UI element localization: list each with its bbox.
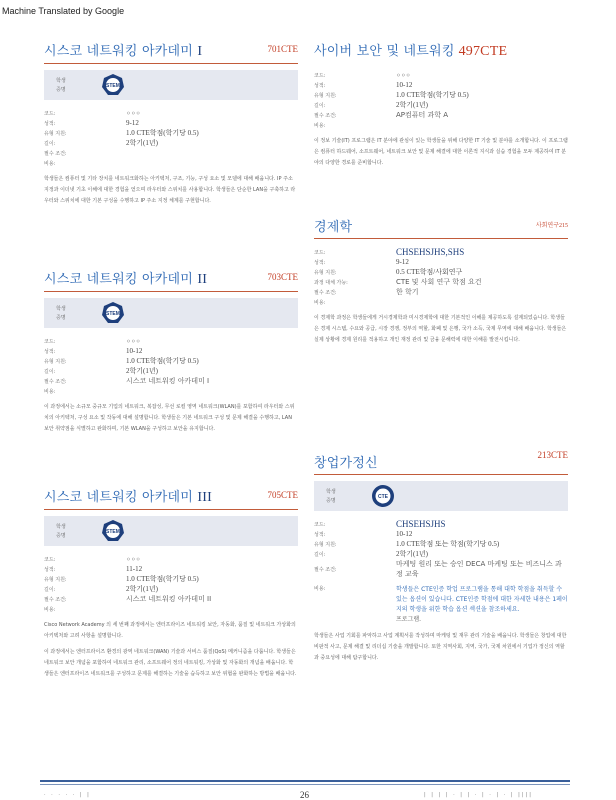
description-paragraph: 학생들은 사업 기회를 파악하고 사업 계획서를 작성하며 마케팅 및 재무 관리 기술을 배웁니다. 학생들은 창업에 대한 비판적 사고, 문제 해결 및 리더십 기술을 개발합니다. 또한 지역사회, 지역, 국가, 국제 차원에서 기업가 정신의 역할과 중요성에 대해 탐구합니다. (314, 633, 567, 661)
meta-key: 과정 대체 가능: (314, 279, 348, 286)
meta-row (314, 267, 482, 277)
meta-value: 2학기(1년) (126, 139, 158, 147)
meta-value: 11-12 (126, 565, 143, 573)
title-rule (314, 238, 568, 239)
meta-row (314, 100, 469, 110)
meta-key: 비용: (314, 299, 326, 306)
meta-key: 비용: (44, 388, 56, 395)
meta-key: 유형 지원: (44, 130, 67, 137)
meta-row (44, 158, 199, 168)
meta-row (314, 539, 568, 549)
stem-badge-icon (101, 519, 125, 543)
meta-value: CTE 및 사회 연구 학점 요건 (396, 278, 482, 286)
course-title: 시스코 네트워킹 아카데미 I (44, 44, 203, 59)
svg-text:STEM: STEM (106, 83, 120, 89)
meta-value: 9-12 (396, 258, 409, 266)
meta-row (314, 519, 568, 529)
meta-row (44, 564, 211, 574)
meta-key: 필수 조건: (314, 112, 337, 119)
description-paragraph: 이 과정에서는 소규모 중규모 기업의 네트워크, 복잡성, 무선 로컬 영역 네트워크(WLAN)를 포함하여 라우터와 스위치의 아키텍처, 구성 요소 및 작동에 대해 설명합니다. 학생들은 기본 네트워크 구성 및 문제 해결을 수행하고, LAN 보안 취약점을 식별하고 완화하며, 기본 WLAN을 구성하고 보안을 유지합니다. (44, 404, 295, 432)
course-description (314, 136, 568, 169)
meta-row (44, 108, 199, 118)
meta-key: 필수 조건: (314, 289, 337, 296)
meta-key: 유형 지원: (314, 541, 337, 548)
cte-badge-icon (371, 484, 395, 508)
meta-key: 유형 지원: (314, 269, 337, 276)
course-meta-table (44, 336, 209, 396)
meta-row (314, 80, 469, 90)
course-title: 시스코 네트워킹 아카데미 II (44, 272, 208, 287)
meta-key: 성적: (314, 259, 326, 266)
meta-value: 2학기(1년) (126, 367, 158, 375)
course-description (44, 620, 298, 680)
meta-key: 비용: (314, 122, 326, 129)
meta-key: 유형 지원: (314, 92, 337, 99)
meta-row (44, 574, 211, 584)
meta-key: 유형 지원: (44, 358, 67, 365)
course-meta-table (314, 70, 469, 130)
meta-value: 1.0 CTE학점 또는 학점(학기당 0.5) (396, 540, 500, 548)
meta-row (314, 110, 469, 120)
band-label: 학생 (56, 306, 66, 312)
course-497cte (314, 40, 568, 174)
title-rule (44, 509, 298, 510)
meta-key: 필수 조건: (44, 150, 67, 157)
meta-row (314, 120, 469, 130)
course-cost-table (314, 585, 568, 625)
meta-value: 1.0 CTE학점(학기당 0.5) (396, 91, 469, 99)
course-title: 시스코 네트워킹 아카데미 III (44, 490, 212, 505)
band-label: 학생 (56, 78, 66, 84)
meta-key: 코드: (314, 521, 326, 528)
title-rule (44, 63, 298, 64)
meta-value: ㅇㅇㅇ (126, 338, 141, 345)
footer-right-text: | | | | · | | · | · | · | |||| (424, 792, 533, 798)
meta-row (314, 277, 482, 287)
meta-row (44, 128, 199, 138)
meta-value: 2학기(1년) (396, 101, 428, 109)
meta-key: 코드: (44, 556, 56, 563)
meta-row (44, 554, 211, 564)
meta-key: 성적: (44, 120, 56, 127)
course-code: 705CTE (267, 490, 298, 500)
meta-row (314, 529, 568, 539)
meta-value (126, 386, 209, 396)
course-title: 경제학 (314, 220, 353, 235)
meta-value: 시스코 네트워킹 아카데미 I (126, 377, 210, 385)
course-code: 703CTE (267, 272, 298, 282)
meta-value: ㅇㅇㅇ (126, 556, 141, 563)
meta-key: 길이: (314, 102, 326, 109)
meta-row (314, 257, 482, 267)
meta-row (314, 70, 469, 80)
footer-rule (40, 780, 570, 782)
meta-row (44, 386, 209, 396)
meta-row (44, 346, 209, 356)
meta-row (44, 366, 209, 376)
band-label: 학생 (56, 524, 66, 530)
description-paragraph: 이 과정에서는 엔터프라이즈 환경의 광역 네트워크(WAN) 기술과 서비스 품질(QoS) 메커니즘을 다룹니다. 학생들은 네트워크 보안 개념을 포함하여 네트워크 관리, 소프트웨어 정의 네트워킹, 가상화 및 자동화의 개념을 배웁니다. 학생들은 엔터프라이즈 네트워크를 구성하고 문제를 해결하는 기술을 습득하고 보안 위협을 완화하는 방법을 배웁니다. (44, 649, 297, 677)
meta-key: 길이: (44, 368, 56, 375)
course-title: 사이버 보안 및 네트워킹 497CTE (314, 44, 508, 59)
band-label: 증명 (326, 498, 336, 504)
course-213cte (314, 452, 568, 669)
description-paragraph: 학생들은 컴퓨터 및 기타 장치를 네트워크화하는 아키텍처, 구조, 기능, 구성 요소 및 모델에 대해 배웁니다. IP 주소 지정과 이더넷 기초 이해에 대한 경험을 얻으며 라우터와 스위치를 사용합니다. 학생들은 단순한 LAN을 구축하고 라우터와 스위치에 대한 기본 구성을 수행하고 IP 주소 지정 체계를 구현합니다. (44, 176, 296, 204)
course-description (44, 402, 298, 435)
meta-row (44, 356, 209, 366)
meta-value: 2학기(1년) (126, 585, 158, 593)
meta-row (44, 138, 199, 148)
meta-value: 1.0 CTE학점(학기당 0.5) (126, 575, 199, 583)
meta-value (126, 158, 199, 168)
meta-key: 코드: (44, 338, 56, 345)
certification-band (314, 481, 568, 511)
machine-translation-banner: Machine Translated by Google (2, 6, 125, 16)
meta-row (44, 336, 209, 346)
meta-value (126, 604, 211, 614)
band-label: 증명 (56, 315, 66, 321)
course-code: 213CTE (537, 450, 568, 460)
meta-value: CHSEHSJHS (396, 519, 446, 529)
meta-row (314, 287, 482, 297)
meta-row (314, 90, 469, 100)
band-label: 증명 (56, 87, 66, 93)
meta-key: 성적: (44, 566, 56, 573)
course-703cte (44, 268, 298, 440)
meta-key: 비용: (314, 586, 326, 592)
course-code: 사회연구215 (535, 223, 568, 229)
meta-value: ㅇㅇㅇ (396, 72, 411, 79)
meta-key: 코드: (44, 110, 56, 117)
description-paragraph: 이 정보 기술(IT) 프로그램은 IT 분야에 관심이 있는 학생들을 위해 다양한 IT 기술 및 분야를 소개합니다. 이 프로그램은 컴퓨터 하드웨어, 소프트웨어, 네트워크 보안 및 문제 해결에 대한 이론적 지식과 실습 경험을 모두 제공하여 IT 분야의 다양한 경로를 준비합니다. (314, 138, 568, 166)
meta-key: 성적: (314, 82, 326, 89)
course-description (44, 174, 298, 207)
meta-key: 길이: (44, 140, 56, 147)
course-meta-table (44, 554, 211, 614)
meta-key: 비용: (44, 606, 56, 613)
meta-row (44, 118, 199, 128)
cost-text: 학생들은 CTE인증 학업 프로그램을 통해 대학 학점을 취득할 수 있는 옵션이 있습니다. CTE인증 학점에 대한 자세한 내용은 1페이지의 학생을 위한 학습 옵션 섹션을 참조하세요. 프로그램. (396, 586, 568, 623)
meta-key: 성적: (44, 348, 56, 355)
certification-band (44, 298, 298, 328)
course-meta-table (314, 519, 568, 579)
meta-value: 마케팅 원리 또는 승인 DECA 마케팅 또는 비즈니스 과정 교육 (396, 560, 562, 578)
meta-value (126, 148, 199, 158)
svg-text:STEM: STEM (106, 529, 120, 535)
meta-value: CHSEHSJHS,SHS (396, 247, 465, 257)
meta-value: 시스코 네트워킹 아카데미 II (126, 595, 212, 603)
description-paragraph: 이 경제학 과정은 학생들에게 거시경제학과 미시경제학에 대한 기본적인 이해를 제공하도록 설계되었습니다. 학생들은 경제 시스템, 수요와 공급, 시장 경쟁, 정부의 역할, 화폐 및 은행, 국가 소득, 국제 무역에 대해 배웁니다. 학생들은 실제 상황에 경제 원리를 적용하고 개인 재정 관리 및 금융 문해력에 대한 이해를 발전시킵니다. (314, 315, 567, 343)
meta-row (44, 584, 211, 594)
meta-value: 1.0 CTE학점(학기당 0.5) (126, 357, 199, 365)
meta-value: 10-12 (396, 81, 413, 89)
course-description (314, 313, 568, 346)
course-description (314, 631, 568, 664)
meta-value: 9-12 (126, 119, 139, 127)
description-paragraph: Cisco Network Academy 의 세 번째 과정에서는 엔터프라이즈 네트워킹 보안, 자동화, 품질 및 네트워크 가상화의 아키텍처와 고려 사항을 설명합니다. (44, 622, 296, 639)
meta-row (44, 594, 211, 604)
stem-badge-icon (101, 73, 125, 97)
meta-value: 2학기(1년) (396, 550, 428, 558)
meta-key: 필수 조건: (44, 596, 67, 603)
meta-row (314, 559, 568, 579)
course-economics (314, 216, 568, 351)
meta-row (44, 604, 211, 614)
band-label: 학생 (326, 489, 336, 495)
meta-key: 코드: (314, 249, 326, 256)
course-701cte (44, 40, 298, 212)
meta-value: 1.0 CTE학점(학기당 0.5) (126, 129, 199, 137)
band-label: 증명 (56, 533, 66, 539)
svg-text:STEM: STEM (106, 311, 120, 317)
meta-row (44, 376, 209, 386)
meta-value: 10-12 (396, 530, 413, 538)
meta-value: 10-12 (126, 347, 143, 355)
meta-value (396, 297, 482, 307)
meta-key: 길이: (314, 551, 326, 558)
meta-key: 코드: (314, 72, 326, 79)
meta-value: AP컴퓨터 과학 A (396, 111, 449, 119)
course-705cte (44, 486, 298, 685)
course-meta-table (44, 108, 199, 168)
course-meta-table (314, 247, 482, 307)
meta-value: 한 학기 (396, 288, 419, 296)
footer-left-text: · · · · · | | (44, 792, 91, 798)
meta-row (314, 549, 568, 559)
stem-badge-icon (101, 301, 125, 325)
footer-rule (40, 784, 570, 785)
meta-row (314, 247, 482, 257)
title-rule (314, 474, 568, 475)
meta-key: 필수 조건: (314, 566, 337, 573)
meta-key: 비용: (44, 160, 56, 167)
meta-key: 유형 지원: (44, 576, 67, 583)
title-rule (44, 291, 298, 292)
course-code: 701CTE (267, 44, 298, 54)
meta-value: ㅇㅇㅇ (126, 110, 141, 117)
certification-band (44, 70, 298, 100)
meta-key: 필수 조건: (44, 378, 67, 385)
meta-row (314, 297, 482, 307)
course-title: 창업가정신 (314, 456, 378, 471)
page-number: 26 (300, 790, 309, 800)
meta-key: 길이: (44, 586, 56, 593)
meta-key: 성적: (314, 531, 326, 538)
meta-row (44, 148, 199, 158)
certification-band (44, 516, 298, 546)
meta-value: 0.5 CTE학점/사회연구 (396, 268, 463, 276)
meta-value (396, 120, 469, 130)
svg-text:CTE: CTE (378, 494, 388, 500)
